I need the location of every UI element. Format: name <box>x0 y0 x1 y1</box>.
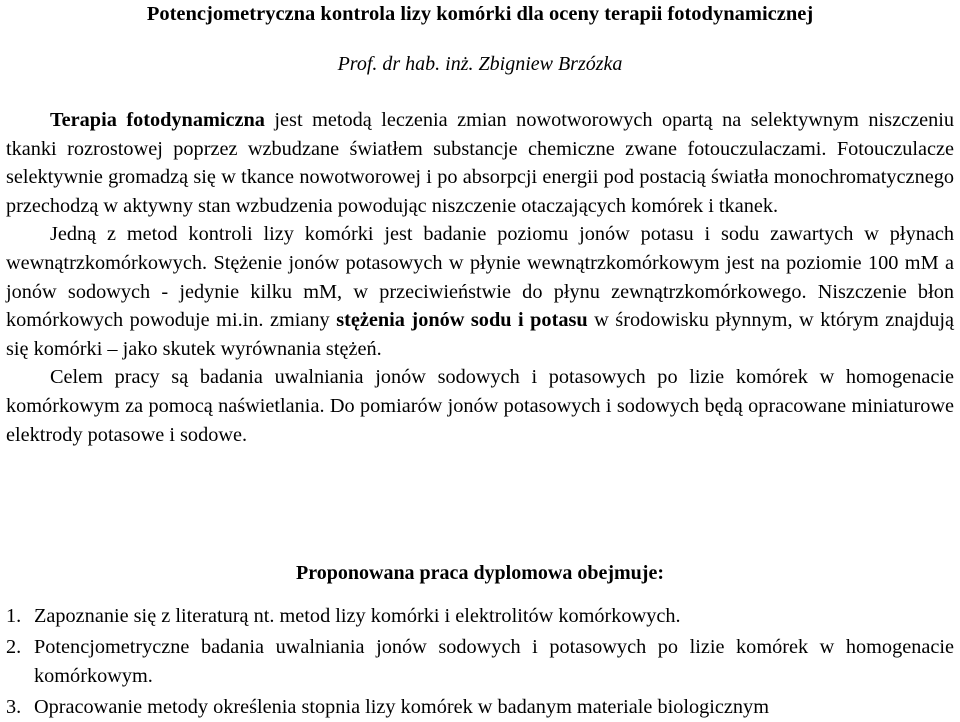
paragraph-method-text-1: Jedną z metod kontroli lizy komórki jest badanie poziomu jonów potasu i sodu zawartych w płynach wewnątrzkomórkowych. Stężenie jonów potasowych w płynie wewnątrzkomórkowym jest na poziomie 100 mM a jonów sodowych - jedynie kilku mM, w przeciwieństwie do płynu zewnątrzkomórkowego. Niszczenie błon komórkowych powoduje mi.in. zmiany <box>6 223 954 332</box>
list-item <box>6 693 954 721</box>
paragraph-method-text-2: w środowisku płynnym, w którym znajdują się komórki – jako skutek wyrównania stężeń. <box>6 309 954 360</box>
list-item-text: Opracowanie metody określenia stopnia lizy komórek w badanym materiale biologicznym <box>34 696 769 719</box>
section-title: Proponowana praca dyplomowa obejmuje: <box>296 562 664 584</box>
document-body <box>6 106 954 449</box>
author-line: Prof. dr hab. inż. Zbigniew Brzózka <box>337 53 623 75</box>
document-title: Potencjometryczna kontrola lizy komórki dla oceny terapii fotodynamicznej <box>146 3 814 25</box>
paragraph-intro-text: jest metodą leczenia zmian nowotworowych opartą na selektywnym niszczeniu tkanki rozrostowej poprzez wzbudzane światłem substancje chemiczne zwane fotouczulaczami. Fotouczulacze selektywnie gromadzą się w tkance nowotworowej i po absorpcji energii pod postacią światła monochromatycznego przechodzą w aktywny stan wzbudzenia powodując niszczenie otaczających komórek i tkanek. <box>6 109 954 217</box>
paragraph-goal: Celem pracy są badania uwalniania jonów sodowych i potasowych po lizie komórek w homogenacie komórkowym za pomocą naświetlania. Do pomiarów jonów potasowych i sodowych będą opracowane miniaturowe elektrody potasowe i sodowe. <box>6 366 954 446</box>
list-item <box>6 633 954 690</box>
list-item <box>6 602 954 630</box>
paragraph-method <box>6 220 954 363</box>
task-list <box>6 602 954 722</box>
list-item-number: 1. <box>6 605 22 627</box>
paragraph-intro <box>6 106 954 220</box>
list-item-number: 2. <box>6 636 22 659</box>
paragraph-intro-lead: Terapia fotodynamiczna <box>50 109 265 131</box>
list-item-text: Zapoznanie się z literaturą nt. metod lizy komórki i elektrolitów komórkowych. <box>34 605 681 627</box>
paragraph-method-bold: stężenia jonów sodu i potasu <box>336 309 588 332</box>
list-item-number: 3. <box>6 696 22 719</box>
list-item-text: Potencjometryczne badania uwalniania jonów sodowych i potasowych po lizie komórek w homogenacie komórkowym. <box>34 636 954 687</box>
